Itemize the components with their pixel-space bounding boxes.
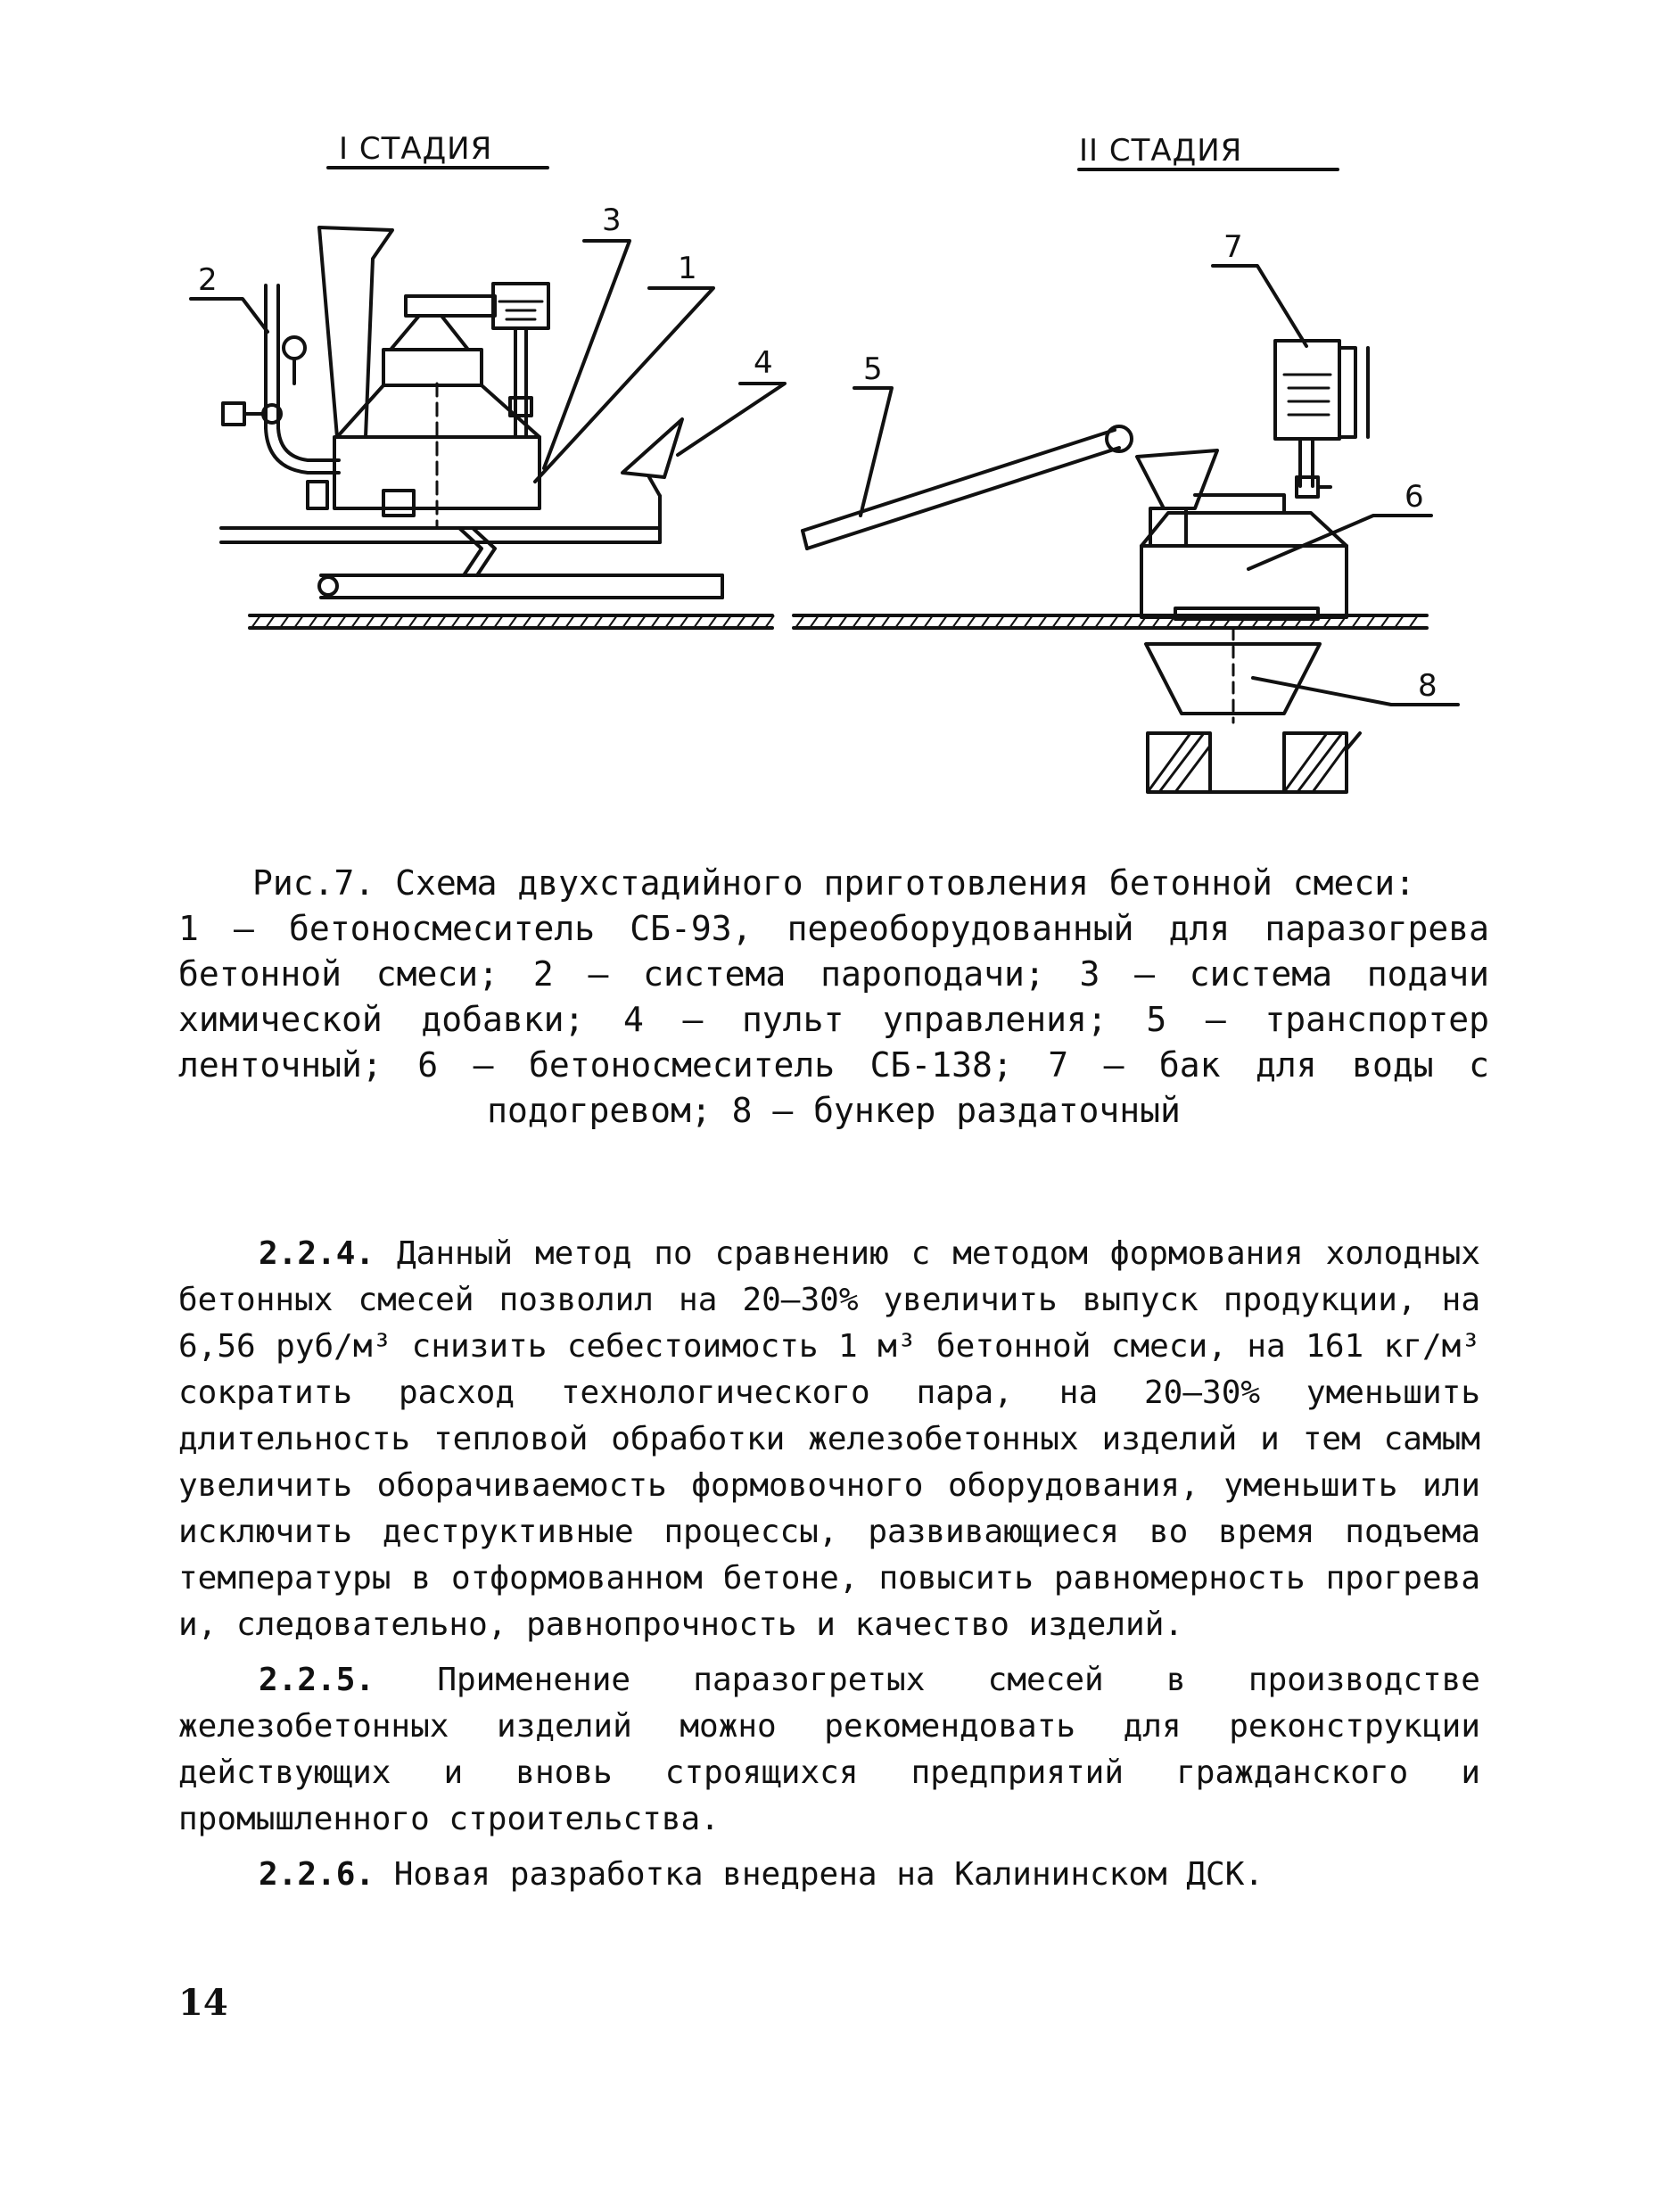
mixer-outlet-chute xyxy=(459,528,495,575)
leader-1 xyxy=(535,288,713,482)
label-7: 7 xyxy=(1223,229,1243,265)
paragraph-2-2-6 xyxy=(178,1852,1480,1898)
leader-4 xyxy=(678,384,785,455)
dispensing-hopper xyxy=(1146,629,1320,722)
label-3: 3 xyxy=(602,202,622,238)
figure-caption xyxy=(178,861,1489,1134)
leader-7 xyxy=(1213,266,1306,346)
paragraph-number: 2.2.4. xyxy=(259,1235,375,1272)
label-2: 2 xyxy=(198,262,218,298)
belt-conveyor xyxy=(803,426,1132,549)
paragraph-2-2-4 xyxy=(178,1231,1480,1648)
control-panel xyxy=(622,419,682,477)
label-6: 6 xyxy=(1405,479,1424,515)
paragraph-number: 2.2.6. xyxy=(259,1856,375,1893)
stage2-title: II СТАДИЯ xyxy=(1079,133,1243,169)
steam-supply-system xyxy=(223,285,339,473)
paragraph-number: 2.2.5. xyxy=(259,1662,375,1698)
paragraph-text: Данный метод по сравнению с методом формования холодных бетонных смесей позволил на 20–30% увеличить выпуск продукции, на 6,56 руб/м³ снизить себестоимость 1 м³ бетонной смеси, на 161 кг/м³ сократить расход технологического пара, на 20–30% уменьшить длительность тепловой обработки железобетонных изделий и тем самым увеличить оборачиваемость формовочного оборудования, уменьшить или исключить деструктивные процессы, развивающиеся во время подъема температуры в отформованном бетоне, повысить равномерность прогрева и, следовательно, равнопрочность и качество изделий. xyxy=(178,1235,1480,1643)
body-text xyxy=(178,1231,1480,1907)
label-5: 5 xyxy=(863,351,883,387)
control-panel-stand xyxy=(649,477,660,496)
label-8: 8 xyxy=(1418,668,1437,704)
paragraph-2-2-5 xyxy=(178,1657,1480,1843)
water-tank-heated xyxy=(1275,341,1368,497)
leader-2 xyxy=(191,299,268,332)
paragraph-text: Новая разработка внедрена на Калининском ДСК. xyxy=(393,1856,1264,1893)
leader-6 xyxy=(1248,516,1431,569)
label-1: 1 xyxy=(678,251,697,286)
two-stage-mixing-diagram xyxy=(0,0,1664,856)
leader-3 xyxy=(544,241,630,468)
caption-title: Рис.7. Схема двухстадийного приготовления бетонной смеси: xyxy=(251,863,1416,903)
stage1-title: I СТАДИЯ xyxy=(339,131,493,167)
mixer-sb93 xyxy=(308,296,540,526)
additive-supply-system xyxy=(493,284,548,437)
caption-legend: 1 – бетоносмеситель СБ-93, переоборудованный для паразогрева бетонной смеси; 2 – система пароподачи; 3 – система подачи химической добавки; 4 – пульт управления; 5 – транспортер ленточный; 6 – бетоносмеситель СБ-138; 7 – бак для воды с подогревом; 8 – бункер раздаточный xyxy=(178,909,1489,1130)
leader-5 xyxy=(854,388,892,516)
paragraph-text: Применение паразогретых смесей в производстве железобетонных изделий можно рекомендовать для реконструкции действующих и вновь строящихся предприятий гражданского и промышленного строительства. xyxy=(178,1662,1480,1837)
support-blocks xyxy=(1148,733,1360,792)
page-number: 14 xyxy=(178,1982,228,2024)
label-4: 4 xyxy=(754,345,773,381)
steam-stack xyxy=(319,227,392,437)
lower-conveyor xyxy=(319,575,722,598)
